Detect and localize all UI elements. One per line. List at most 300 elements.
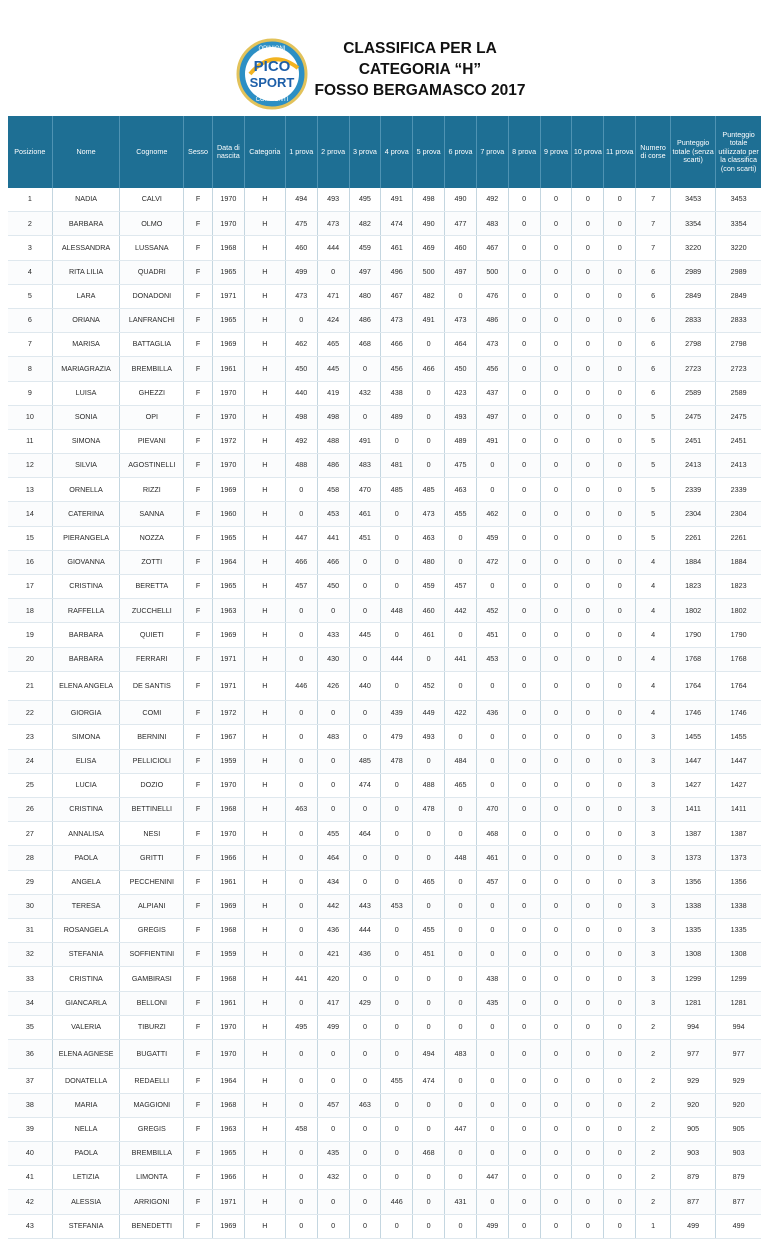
table-cell: 4 xyxy=(636,575,671,599)
table-cell: 0 xyxy=(381,943,413,967)
table-cell: 426 xyxy=(317,671,349,701)
table-cell: CRISTINA xyxy=(52,575,120,599)
table-cell: 0 xyxy=(604,822,636,846)
table-cell: H xyxy=(244,647,285,671)
table-cell: 0 xyxy=(604,1141,636,1165)
table-cell: 0 xyxy=(476,749,508,773)
table-cell: 495 xyxy=(349,188,381,212)
table-cell: 0 xyxy=(476,1039,508,1069)
table-cell: BARBARA xyxy=(52,623,120,647)
table-cell: 0 xyxy=(445,967,477,991)
table-cell: 0 xyxy=(540,454,572,478)
table-cell: 0 xyxy=(285,1190,317,1214)
table-cell: 0 xyxy=(604,260,636,284)
table-cell: 459 xyxy=(413,575,445,599)
header-cell: 4 prova xyxy=(381,116,413,188)
table-cell: 1 xyxy=(636,1214,671,1238)
table-cell: 0 xyxy=(508,575,540,599)
table-cell: 0 xyxy=(413,1093,445,1117)
table-cell: 0 xyxy=(476,671,508,701)
table-cell: 481 xyxy=(381,454,413,478)
table-cell: 447 xyxy=(445,1117,477,1141)
table-cell: 0 xyxy=(413,846,445,870)
table-cell: 498 xyxy=(413,188,445,212)
table-cell: H xyxy=(244,701,285,725)
table-cell: 478 xyxy=(381,749,413,773)
table-cell: 0 xyxy=(508,943,540,967)
table-cell: 0 xyxy=(540,1039,572,1069)
table-cell: 1968 xyxy=(212,798,244,822)
table-cell: 0 xyxy=(445,943,477,967)
table-cell: F xyxy=(184,1117,213,1141)
table-cell: 18 xyxy=(8,599,52,623)
table-cell: 4 xyxy=(636,599,671,623)
header-cell: Sesso xyxy=(184,116,213,188)
table-cell: 455 xyxy=(381,1069,413,1093)
table-row xyxy=(8,188,761,212)
table-cell: 0 xyxy=(317,599,349,623)
table-cell: GRITTI xyxy=(120,846,184,870)
table-cell: 0 xyxy=(604,1214,636,1238)
table-cell: 467 xyxy=(381,284,413,308)
table-cell: ORIANA xyxy=(52,308,120,332)
table-cell: ROSANGELA xyxy=(52,918,120,942)
table-cell: BELLONI xyxy=(120,991,184,1015)
table-cell: 0 xyxy=(349,798,381,822)
table-cell: 0 xyxy=(604,1190,636,1214)
table-cell: 929 xyxy=(716,1069,761,1093)
table-cell: H xyxy=(244,1039,285,1069)
table-cell: 0 xyxy=(413,967,445,991)
table-cell: 0 xyxy=(508,212,540,236)
table-cell: 0 xyxy=(317,1069,349,1093)
table-cell: 1447 xyxy=(716,749,761,773)
table-cell: ORNELLA xyxy=(52,478,120,502)
table-cell: 434 xyxy=(317,870,349,894)
title-line-2: CATEGORIA “H” xyxy=(358,61,482,78)
table-cell: 21 xyxy=(8,671,52,701)
table-cell: 0 xyxy=(508,526,540,550)
table-cell: 498 xyxy=(285,405,317,429)
table-cell: 3 xyxy=(636,846,671,870)
table-cell: 466 xyxy=(317,550,349,574)
table-cell: 0 xyxy=(508,773,540,797)
table-cell: 0 xyxy=(604,647,636,671)
table-cell: 1790 xyxy=(671,623,716,647)
table-cell: 0 xyxy=(604,212,636,236)
table-cell: 473 xyxy=(413,502,445,526)
table-cell: 1373 xyxy=(671,846,716,870)
table-cell: 0 xyxy=(349,1015,381,1039)
table-cell: H xyxy=(244,725,285,749)
table-cell: 1308 xyxy=(671,943,716,967)
table-cell: 2 xyxy=(636,1190,671,1214)
table-cell: 0 xyxy=(604,550,636,574)
table-cell: 0 xyxy=(604,454,636,478)
table-cell: ARRIGONI xyxy=(120,1190,184,1214)
table-cell: STEFANIA xyxy=(52,1214,120,1238)
table-cell: SIMONA xyxy=(52,725,120,749)
table-cell: STEFANIA xyxy=(52,943,120,967)
table-cell: 1427 xyxy=(716,773,761,797)
table-cell: 1971 xyxy=(212,1190,244,1214)
table-cell: 6 xyxy=(636,357,671,381)
table-cell: 488 xyxy=(317,429,349,453)
table-cell: BARBARA xyxy=(52,212,120,236)
table-cell: 483 xyxy=(317,725,349,749)
table-cell: 0 xyxy=(540,894,572,918)
table-cell: 0 xyxy=(572,1069,604,1093)
table-cell: 499 xyxy=(285,260,317,284)
table-cell: 1387 xyxy=(671,822,716,846)
table-cell: H xyxy=(244,478,285,502)
table-cell: 0 xyxy=(540,1069,572,1093)
table-row xyxy=(8,623,761,647)
table-cell: 1964 xyxy=(212,1069,244,1093)
table-cell: H xyxy=(244,260,285,284)
table-cell: 2589 xyxy=(671,381,716,405)
table-cell: 0 xyxy=(572,1141,604,1165)
table-cell: 0 xyxy=(381,1141,413,1165)
table-cell: 3220 xyxy=(671,236,716,260)
table-cell: 0 xyxy=(540,599,572,623)
table-cell: VALERIA xyxy=(52,1015,120,1039)
table-cell: 0 xyxy=(445,870,477,894)
table-cell: F xyxy=(184,773,213,797)
table-cell: BUGATTI xyxy=(120,1039,184,1069)
table-cell: 449 xyxy=(413,701,445,725)
table-cell: H xyxy=(244,991,285,1015)
table-cell: REDAELLI xyxy=(120,1069,184,1093)
table-cell: 0 xyxy=(508,478,540,502)
table-cell: 0 xyxy=(413,429,445,453)
table-cell: 467 xyxy=(476,236,508,260)
table-cell: 473 xyxy=(381,308,413,332)
table-cell: NADIA xyxy=(52,188,120,212)
table-cell: 466 xyxy=(285,550,317,574)
table-cell: 0 xyxy=(508,308,540,332)
table-row xyxy=(8,1214,761,1238)
table-cell: 33 xyxy=(8,967,52,991)
table-cell: MAGGIONI xyxy=(120,1093,184,1117)
table-cell: 0 xyxy=(540,773,572,797)
header-cell: 11 prova xyxy=(604,116,636,188)
table-cell: 464 xyxy=(349,822,381,846)
table-cell: H xyxy=(244,967,285,991)
table-cell: 0 xyxy=(349,870,381,894)
table-cell: 1356 xyxy=(716,870,761,894)
table-cell: 0 xyxy=(572,773,604,797)
table-cell: 0 xyxy=(540,308,572,332)
table-cell: 1823 xyxy=(671,575,716,599)
table-cell: 0 xyxy=(285,1166,317,1190)
table-cell: F xyxy=(184,260,213,284)
table-cell: 498 xyxy=(317,405,349,429)
table-cell: 0 xyxy=(572,1190,604,1214)
table-cell: H xyxy=(244,822,285,846)
table-cell: 0 xyxy=(381,623,413,647)
table-cell: 433 xyxy=(317,623,349,647)
table-cell: 0 xyxy=(540,1093,572,1117)
table-cell: 0 xyxy=(285,894,317,918)
table-cell: 6 xyxy=(636,333,671,357)
table-cell: F xyxy=(184,1015,213,1039)
header-cell: Posizione xyxy=(8,116,52,188)
table-cell: 435 xyxy=(317,1141,349,1165)
table-cell: 3453 xyxy=(716,188,761,212)
table-cell: 0 xyxy=(285,773,317,797)
table-cell: F xyxy=(184,236,213,260)
table-cell: RAFFELLA xyxy=(52,599,120,623)
table-cell: 10 xyxy=(8,405,52,429)
table-cell: 2 xyxy=(8,212,52,236)
header-cell: 5 prova xyxy=(413,116,445,188)
table-cell: 441 xyxy=(445,647,477,671)
table-cell: 482 xyxy=(413,284,445,308)
table-cell: 0 xyxy=(540,749,572,773)
table-cell: 0 xyxy=(508,405,540,429)
table-cell: 483 xyxy=(349,454,381,478)
table-row xyxy=(8,1166,761,1190)
table-cell: F xyxy=(184,1190,213,1214)
table-row xyxy=(8,701,761,725)
table-cell: 0 xyxy=(540,671,572,701)
table-cell: 475 xyxy=(445,454,477,478)
table-cell: 29 xyxy=(8,870,52,894)
table-cell: 443 xyxy=(349,894,381,918)
table-cell: TIBURZI xyxy=(120,1015,184,1039)
table-cell: F xyxy=(184,671,213,701)
table-cell: 0 xyxy=(285,822,317,846)
table-cell: 20 xyxy=(8,647,52,671)
table-cell: 42 xyxy=(8,1190,52,1214)
table-cell: 475 xyxy=(285,212,317,236)
table-cell: 0 xyxy=(349,1039,381,1069)
table-cell: 465 xyxy=(317,333,349,357)
table-cell: 0 xyxy=(381,846,413,870)
table-cell: F xyxy=(184,284,213,308)
table-row xyxy=(8,575,761,599)
table-cell: 0 xyxy=(572,967,604,991)
table-cell: 0 xyxy=(381,575,413,599)
table-cell: 0 xyxy=(381,1214,413,1238)
table-cell: 0 xyxy=(285,1069,317,1093)
table-cell: 0 xyxy=(413,647,445,671)
table-cell: F xyxy=(184,429,213,453)
table-cell: 3 xyxy=(8,236,52,260)
table-cell: 0 xyxy=(572,550,604,574)
table-cell: F xyxy=(184,1069,213,1093)
table-cell: 0 xyxy=(285,749,317,773)
table-cell: 442 xyxy=(445,599,477,623)
table-cell: 0 xyxy=(476,575,508,599)
table-cell: 499 xyxy=(716,1214,761,1238)
table-cell: 3 xyxy=(636,749,671,773)
table-cell: 0 xyxy=(381,798,413,822)
table-cell: 482 xyxy=(349,212,381,236)
table-cell: 0 xyxy=(572,381,604,405)
table-cell: 2849 xyxy=(671,284,716,308)
table-cell: 40 xyxy=(8,1141,52,1165)
table-cell: 2 xyxy=(636,1117,671,1141)
table-cell: H xyxy=(244,236,285,260)
table-cell: 0 xyxy=(413,1117,445,1141)
table-cell: 0 xyxy=(317,1190,349,1214)
table-cell: 461 xyxy=(476,846,508,870)
table-cell: FERRARI xyxy=(120,647,184,671)
table-cell: 1447 xyxy=(671,749,716,773)
table-cell: H xyxy=(244,1093,285,1117)
table-cell: 465 xyxy=(413,870,445,894)
table-cell: 2475 xyxy=(716,405,761,429)
table-cell: 0 xyxy=(381,526,413,550)
table-cell: 1768 xyxy=(671,647,716,671)
table-cell: 0 xyxy=(604,1117,636,1141)
table-cell: 0 xyxy=(381,1015,413,1039)
table-row xyxy=(8,870,761,894)
table-cell: 0 xyxy=(572,1015,604,1039)
table-cell: H xyxy=(244,1214,285,1238)
table-cell: 1963 xyxy=(212,1117,244,1141)
table-cell: 3220 xyxy=(716,236,761,260)
table-row xyxy=(8,798,761,822)
table-cell: H xyxy=(244,381,285,405)
table-cell: 485 xyxy=(413,478,445,502)
table-cell: F xyxy=(184,943,213,967)
table-cell: 0 xyxy=(572,1117,604,1141)
table-cell: 0 xyxy=(604,943,636,967)
table-cell: 0 xyxy=(508,599,540,623)
table-cell: 0 xyxy=(476,454,508,478)
table-cell: PELLICIOLI xyxy=(120,749,184,773)
header-row xyxy=(8,116,761,188)
table-cell: 1970 xyxy=(212,773,244,797)
table-cell: ANNALISA xyxy=(52,822,120,846)
table-cell: 0 xyxy=(604,575,636,599)
table-cell: 1969 xyxy=(212,623,244,647)
table-cell: DOZIO xyxy=(120,773,184,797)
table-cell: 470 xyxy=(349,478,381,502)
table-cell: 0 xyxy=(508,1015,540,1039)
table-cell: 0 xyxy=(604,429,636,453)
table-cell: 1969 xyxy=(212,478,244,502)
table-cell: 470 xyxy=(476,798,508,822)
table-cell: BREMBILLA xyxy=(120,1141,184,1165)
table-cell: 0 xyxy=(349,599,381,623)
header-cell: 7 prova xyxy=(476,116,508,188)
table-cell: 446 xyxy=(285,671,317,701)
table-cell: GREGIS xyxy=(120,918,184,942)
table-cell: 437 xyxy=(476,381,508,405)
table-cell: 486 xyxy=(349,308,381,332)
table-cell: 421 xyxy=(317,943,349,967)
table-cell: 1356 xyxy=(671,870,716,894)
table-cell: 423 xyxy=(445,381,477,405)
table-cell: 456 xyxy=(381,357,413,381)
table-cell: 0 xyxy=(317,1039,349,1069)
table-cell: 0 xyxy=(445,1214,477,1238)
table-cell: 0 xyxy=(508,454,540,478)
table-cell: 483 xyxy=(445,1039,477,1069)
table-cell: 2475 xyxy=(671,405,716,429)
table-cell: 497 xyxy=(445,260,477,284)
table-row xyxy=(8,260,761,284)
table-cell: 473 xyxy=(445,308,477,332)
table-cell: 1965 xyxy=(212,260,244,284)
table-cell: 444 xyxy=(349,918,381,942)
table-cell: 0 xyxy=(413,1166,445,1190)
table-cell: 2413 xyxy=(671,454,716,478)
table-cell: F xyxy=(184,381,213,405)
table-cell: 41 xyxy=(8,1166,52,1190)
table-cell: 494 xyxy=(413,1039,445,1069)
table-cell: 0 xyxy=(540,405,572,429)
table-cell: 457 xyxy=(285,575,317,599)
table-cell: 0 xyxy=(508,894,540,918)
table-cell: 0 xyxy=(349,575,381,599)
table-cell: 0 xyxy=(540,967,572,991)
table-cell: 2339 xyxy=(716,478,761,502)
table-cell: 473 xyxy=(476,333,508,357)
table-cell: 0 xyxy=(508,1117,540,1141)
table-cell: 484 xyxy=(445,749,477,773)
table-cell: 0 xyxy=(540,647,572,671)
table-cell: 417 xyxy=(317,991,349,1015)
table-cell: 14 xyxy=(8,502,52,526)
table-cell: 462 xyxy=(285,333,317,357)
table-cell: CRISTINA xyxy=(52,967,120,991)
table-cell: 466 xyxy=(381,333,413,357)
table-cell: 0 xyxy=(572,991,604,1015)
table-cell: 493 xyxy=(317,188,349,212)
table-cell: H xyxy=(244,405,285,429)
table-cell: ELENA AGNESE xyxy=(52,1039,120,1069)
table-cell: 472 xyxy=(476,550,508,574)
table-row xyxy=(8,725,761,749)
table-cell: 457 xyxy=(317,1093,349,1117)
table-cell: 1768 xyxy=(716,647,761,671)
table-cell: H xyxy=(244,1141,285,1165)
table-cell: 3 xyxy=(636,798,671,822)
table-cell: 7 xyxy=(8,333,52,357)
table-cell: H xyxy=(244,846,285,870)
table-cell: 453 xyxy=(476,647,508,671)
table-cell: 0 xyxy=(540,918,572,942)
table-cell: 499 xyxy=(476,1214,508,1238)
table-cell: 24 xyxy=(8,749,52,773)
table-cell: 0 xyxy=(604,623,636,647)
table-cell: BATTAGLIA xyxy=(120,333,184,357)
table-cell: H xyxy=(244,284,285,308)
table-cell: 451 xyxy=(349,526,381,550)
table-cell: 1963 xyxy=(212,599,244,623)
table-cell: 1959 xyxy=(212,943,244,967)
table-cell: NOZZA xyxy=(120,526,184,550)
table-row xyxy=(8,1141,761,1165)
table-cell: 994 xyxy=(671,1015,716,1039)
table-cell: 455 xyxy=(445,502,477,526)
table-cell: 480 xyxy=(413,550,445,574)
table-cell: 452 xyxy=(413,671,445,701)
table-cell: 1455 xyxy=(716,725,761,749)
table-cell: 1971 xyxy=(212,284,244,308)
table-cell: 1427 xyxy=(671,773,716,797)
table-cell: 0 xyxy=(445,1093,477,1117)
table-cell: 0 xyxy=(381,1166,413,1190)
table-cell: 0 xyxy=(604,846,636,870)
table-cell: 1387 xyxy=(716,822,761,846)
table-cell: 497 xyxy=(349,260,381,284)
